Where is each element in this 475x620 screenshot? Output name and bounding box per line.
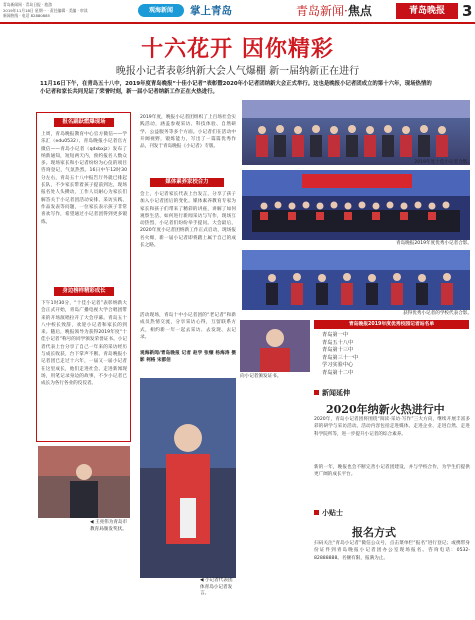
header-line1: 青岛新闻网 · 青岛日报 · 旅游 [3, 2, 53, 7]
photo-caption-2: 青岛晚报2019年度优秀小记者合影。 [395, 241, 472, 246]
photo-caption-right: ◀ 小记者代表团体青岛小记者发言。 [200, 578, 233, 596]
section-heading-3: 媒体素养家校合力 [150, 178, 224, 187]
group-photo-stage-image [242, 170, 470, 240]
page-header [0, 0, 475, 22]
presenter-photo [38, 446, 130, 518]
header-line3: 新闻热线 · 电话 82880885 [3, 13, 50, 18]
article-subtitle: 晚报小记者表彰纳新大会人气爆棚 新一届纳新正在进行 [115, 66, 360, 77]
right-paragraph-3: 扫码关注“青岛小记者”微信公众号，点击菜单栏“报名”进行登记；或携带身份证件到青岛晚报小记者团办公室现场报名。咨询电话：0532-82888888。名额有限，报满为止。 [314, 541, 470, 561]
left-paragraph-1: 上周，青岛晚报教育中心官方微信——学乐汇（edu0532）、青岛晚报小记者官方微信——青岛小记者（qdxbxjz）发布了纳新通知，短短两天内，预约报名人数众多。现场家长和小记者纷纷为心仪的项目咨询登记，气氛热烈。16日中午12时30分左右，青岛五十八中报告厅外就已排起长队，不少家长带着孩子提前到达，现场报名处人头攒动，工作人员耐心为家长们解答关于小记者团活动安排、采访实践、作品发表等问题，一位家长表示孩子非常喜欢写作，希望通过小记者团得到更多锻炼。 [41, 132, 127, 225]
photo-caption-1: 2019年度十佳小记者合影。 [414, 160, 472, 165]
page-number: 3 [462, 2, 473, 20]
article-lead: 11月16日下午，在青岛五十八中，2019年度青岛晚报“十佳小记者”表彰暨2020年小记者团纳新大会正式举行。这也是晚报小记者团成立的第十六年，现场热情的小记者和家长共同见证了荣誉时刻，新一届小记者纳新工作正在火热进行。 [40, 81, 432, 95]
middle-paragraph-2: 会上，小记者家长代表上台发言，分享了孩子加入小记者团后的变化。媒体素养教育专家为家长和孩子们带来了精彩的讲座，讲解了如何观察生活、如何进行新闻采访与写作，现场互动热烈，小记者们纷纷举手提问。大会最后，2020年度小记者团纳新工作正式启动，现场报名火爆，新一届小记者即将踏上属于自己的成长之路。 [140, 192, 236, 249]
section-heading-1: 报名踊跃燃爆现场 [54, 118, 114, 127]
speaker-photo-image [140, 378, 236, 578]
section-title: 青岛新闻·焦点 [296, 4, 372, 18]
news-extension-heading: 新闻延伸 [314, 388, 350, 398]
signup-headline: 报名方式 [352, 526, 396, 539]
group-photo-stage [242, 170, 470, 240]
school-item: 学习实验中心 [322, 362, 354, 368]
article-title: 十六花开 因你精彩 [141, 36, 334, 62]
photo-caption-3: 获得优秀小记者的学校代表合影。 [403, 311, 472, 316]
school-item: 青岛五十八中 [322, 339, 354, 346]
photo-credit: 观海新闻/青岛晚报 记者 赵学 张缬 杨海涛 摄影 柯格 宋都佶 [140, 351, 236, 364]
middle-paragraph-3: 活动现场，青岛十中小记者团的“老记者”和新成员热情交流，分享采访心得，互留联系方式，相约新一年一起去采访、去发现、去记录。 [140, 313, 236, 340]
school-item: 青岛第十二中 [322, 369, 354, 376]
school-item: 青岛第十三中 [322, 347, 354, 353]
recruit-headline: 2020年纳新火热进行中 [326, 403, 445, 416]
school-item: 青岛第一中 [322, 332, 348, 338]
middle-paragraph-1: 2019年度，晚报小记者团组织了上百场社会实践活动，涵盖参观采访、科技体验、自然研学、公益服务等多个方面。小记者们在活动中开阔视野，锻炼能力，写出了一篇篇优秀作品，刊发于青岛晚报《小记者》专版。 [140, 115, 236, 150]
qingdao-logo: 掌上青岛 [190, 5, 232, 17]
left-paragraph-2: 下午1时30分，“十佳小记者”表彰纳新大会正式开始，青岛广播电视大学合唱团带来的开场演唱拉开了大会序幕。青岛五十八中校长致辞，欢迎小记者和家长的到来。随后，晚报领导为获得2019年度“十佳小记者”称号的同学颁发荣誉证书。小记者代表上台分享了自己一年来的采访经历与成长收获，台下掌声不断。青岛晚报小记者团已走过十六年，一届又一届小记者在这里成长，他们走进社会、走进新闻现场，用笔记录身边的故事，不少小记者已成长为各行各业的佼佼者。 [41, 301, 127, 387]
reporter-photo-image [240, 320, 310, 372]
award-photo-image [242, 250, 470, 310]
right-paragraph-2: 新的一年，晚报也会不断完善小记者团建设，并与学校合作，为学生们提供更广阔的成长平台。 [314, 465, 470, 478]
speaker-photo [140, 378, 236, 578]
header-rule [0, 22, 475, 24]
photo-caption-bottom: 向小记者颁发证书。 [240, 374, 282, 379]
school-list [322, 332, 462, 377]
award-photo [242, 250, 470, 310]
school-list-banner: 青岛晚报2019年度优秀校园记者站名单 [314, 320, 469, 329]
tips-heading: 小贴士 [314, 508, 343, 518]
header-meta [3, 2, 133, 19]
photo-caption-left: ◀ 王亮伟为青岛市教育局颁发奖状。 [90, 520, 128, 532]
presenter-photo-image [38, 446, 130, 518]
app-logo: 观海新闻 [138, 4, 184, 17]
header-line2: 2019年11月18日 星期一 · 责任编辑 · 美编 · 审读 [3, 7, 88, 13]
newspaper-brand: 青岛晚报 [396, 3, 458, 19]
group-photo-top [242, 100, 470, 165]
right-paragraph-1: 2020年，青岛小记者团将围绕“阅读·采访·写作”三大方向，继续开展丰富多彩的研学与采访活动。活动内容包括走进媒体、走进企业、走进自然、走进科学院所等，进一步提升小记者的综合素养。 [314, 417, 470, 437]
section-heading-2: 身边榜样精彩成长 [54, 287, 114, 296]
school-item: 青岛第三十一中 [322, 354, 359, 361]
reporter-photo [240, 320, 310, 372]
group-photo-top-image [242, 100, 470, 165]
